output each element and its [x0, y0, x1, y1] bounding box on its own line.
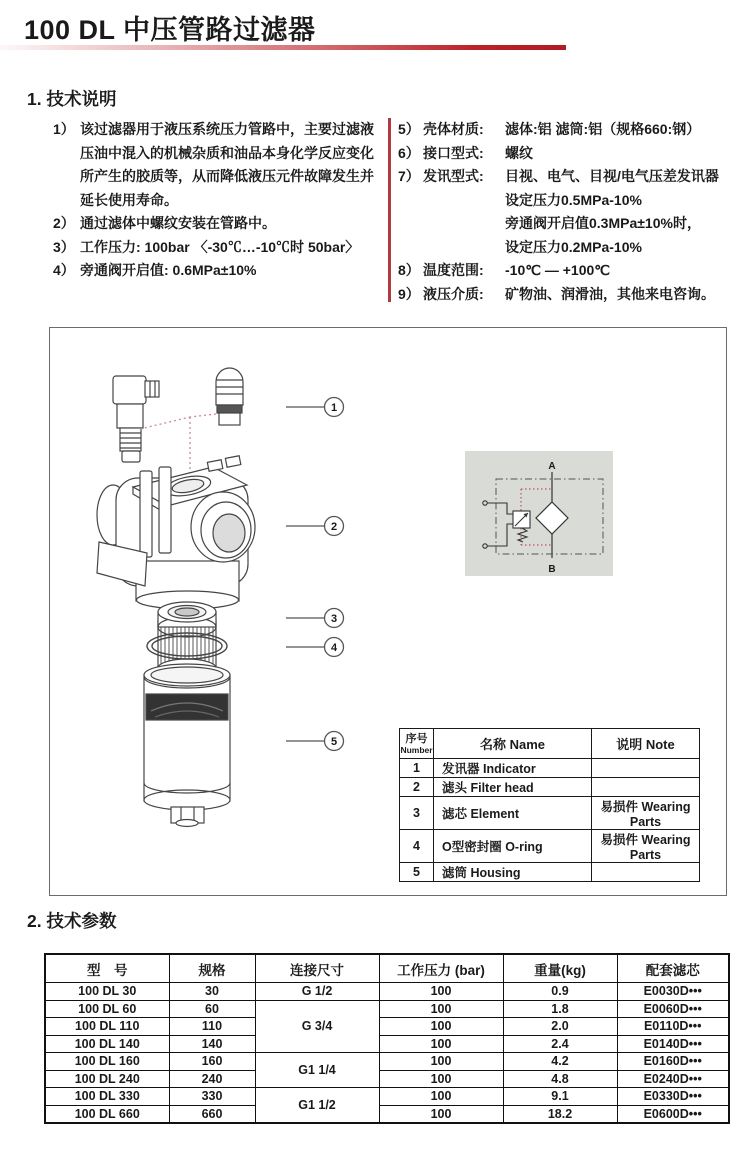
note-item-8	[398, 259, 742, 283]
note-item-5	[398, 118, 742, 142]
callout-4	[286, 638, 344, 657]
item-label: 接口型式:	[423, 144, 484, 161]
note-item-4	[53, 259, 389, 283]
part-name: 发讯器 Indicator	[434, 759, 592, 778]
cell-model: 100 DL 110	[45, 1018, 169, 1036]
title-underline-rule	[0, 45, 566, 50]
item-number: 1）	[53, 121, 75, 137]
cell-element: E0600D•••	[617, 1105, 729, 1123]
item-number: 5）	[398, 121, 420, 137]
housing-drawing	[144, 664, 230, 827]
callout-3	[286, 609, 344, 628]
item-number: 3）	[53, 238, 75, 255]
cell-pressure: 100	[379, 1035, 503, 1053]
table-row	[45, 1088, 729, 1106]
cell-pressure: 100	[379, 983, 503, 1001]
parts-header-number	[400, 729, 434, 759]
part-name: O型密封圈 O-ring	[434, 830, 592, 863]
item-label: 发讯型式:	[423, 168, 484, 184]
note-line: 延长使用寿命。	[80, 191, 178, 208]
part-note	[592, 863, 700, 882]
note-line: 通过滤体中螺纹安装在管路中。	[80, 215, 276, 231]
item-number: 4）	[53, 262, 75, 278]
cell-model: 100 DL 160	[45, 1053, 169, 1071]
note-line: 旁通阀开启值: 0.6MPa±10%	[80, 262, 257, 278]
note-line: 该过滤器用于液压系统压力管路中，主要过滤液	[80, 121, 374, 137]
callout-1	[286, 398, 344, 417]
item-value: -10℃ — +100℃	[505, 262, 610, 278]
part-note	[592, 759, 700, 778]
item-number: 8）	[398, 262, 420, 278]
part-no: 2	[400, 778, 434, 797]
cell-weight: 0.9	[503, 983, 617, 1001]
port-a-label: A	[548, 461, 556, 472]
table-row	[45, 1070, 729, 1088]
note-item-7-continuation: 设定压力0.5MPa-10%	[505, 191, 642, 208]
cell-element: E0330D•••	[617, 1088, 729, 1106]
callout-2	[286, 517, 344, 536]
tech-notes-right-column	[398, 118, 742, 306]
cell-spec: 60	[169, 1000, 255, 1018]
note-item-6	[398, 142, 742, 166]
cell-model: 100 DL 330	[45, 1088, 169, 1106]
diagram-panel	[49, 327, 727, 896]
cell-weight: 4.2	[503, 1053, 617, 1071]
parts-table-row	[400, 759, 700, 778]
callout-5	[286, 732, 344, 751]
callout-2-number: 2	[330, 521, 338, 533]
table-row	[45, 1000, 729, 1018]
note-item-9	[398, 283, 742, 307]
callout-5-number: 5	[330, 736, 338, 748]
indicator-visual-drawing	[216, 368, 243, 425]
note-item-7-continuation: 旁通阀开启值0.3MPa±10%时，	[505, 215, 701, 231]
callout-1-number: 1	[330, 402, 338, 414]
item-label: 温度范围:	[423, 262, 484, 278]
schematic-background	[465, 451, 613, 576]
cell-spec: 30	[169, 983, 255, 1001]
part-name: 滤芯 Element	[434, 797, 592, 830]
parameters-table-container	[44, 953, 730, 1124]
note-item-1	[53, 118, 389, 212]
parts-header-name: 名称 Name	[434, 729, 592, 759]
cell-spec: 660	[169, 1105, 255, 1123]
item-value: 螺纹	[505, 144, 533, 161]
cell-spec: 160	[169, 1053, 255, 1071]
item-label: 液压介质:	[423, 285, 484, 302]
header-spec: 规格	[169, 954, 255, 983]
section2-heading: 2. 技术参数	[27, 911, 117, 931]
parameters-header-row	[45, 954, 729, 983]
cell-connection: G 1/2	[255, 983, 379, 1001]
cell-weight: 4.8	[503, 1070, 617, 1088]
cell-connection: G1 1/2	[255, 1088, 379, 1124]
table-row	[45, 1035, 729, 1053]
cell-weight: 9.1	[503, 1088, 617, 1106]
column-divider-rule	[388, 118, 391, 302]
header-pressure: 工作压力 (bar)	[379, 954, 503, 983]
callout-3-number: 3	[330, 613, 338, 625]
note-item-7-continuation: 设定压力0.2MPa-10%	[505, 238, 642, 255]
cell-element: E0240D•••	[617, 1070, 729, 1088]
note-line: 压油中混入的机械杂质和油品本身化学反应变化	[80, 144, 374, 161]
note-item-3	[53, 236, 389, 260]
cell-weight: 18.2	[503, 1105, 617, 1123]
port-b-label: B	[548, 564, 556, 575]
note-item-2	[53, 212, 389, 236]
cell-pressure: 100	[379, 1070, 503, 1088]
parts-header-number-cn: 序号	[405, 732, 428, 745]
indicator-electrical-drawing	[113, 376, 159, 462]
header-element: 配套滤芯	[617, 954, 729, 983]
cell-element: E0160D•••	[617, 1053, 729, 1071]
parts-table-row	[400, 830, 700, 863]
cell-pressure: 100	[379, 1088, 503, 1106]
part-no: 5	[400, 863, 434, 882]
cell-element: E0030D•••	[617, 983, 729, 1001]
cell-element: E0110D•••	[617, 1018, 729, 1036]
header-connection: 连接尺寸	[255, 954, 379, 983]
item-number: 6）	[398, 144, 420, 161]
cell-pressure: 100	[379, 1105, 503, 1123]
cell-spec: 110	[169, 1018, 255, 1036]
cell-spec: 330	[169, 1088, 255, 1106]
item-value: 滤体:铝 滤筒:铝（规格660:钢）	[505, 121, 701, 137]
parts-table	[399, 728, 700, 882]
cell-pressure: 100	[379, 1000, 503, 1018]
parts-table-row	[400, 863, 700, 882]
filter-head-drawing	[97, 456, 255, 609]
cell-weight: 2.0	[503, 1018, 617, 1036]
item-number: 2）	[53, 215, 75, 231]
item-value: 矿物油、润滑油，其他来电咨询。	[505, 285, 715, 302]
part-name: 滤筒 Housing	[434, 863, 592, 882]
part-no: 4	[400, 830, 434, 863]
table-row	[45, 1105, 729, 1123]
item-number: 9）	[398, 285, 420, 302]
note-line: 所产生的胶质等，从而降低液压元件故障发生并	[80, 168, 374, 184]
parameters-table	[44, 953, 730, 1124]
cell-pressure: 100	[379, 1018, 503, 1036]
cell-model: 100 DL 240	[45, 1070, 169, 1088]
tech-notes-left-column	[53, 118, 389, 283]
hydraulic-schematic	[465, 451, 613, 576]
cell-model: 100 DL 60	[45, 1000, 169, 1018]
parts-header-note: 说明 Note	[592, 729, 700, 759]
table-row	[45, 983, 729, 1001]
item-label: 壳体材质:	[423, 121, 484, 137]
part-note	[592, 778, 700, 797]
cell-connection: G 3/4	[255, 1000, 379, 1053]
table-row	[45, 1018, 729, 1036]
cell-element: E0140D•••	[617, 1035, 729, 1053]
parts-table-container	[399, 728, 700, 882]
section1-heading: 1. 技术说明	[27, 89, 117, 109]
header-model: 型 号	[45, 954, 169, 983]
item-value: 目视、电气、目视/电气压差发讯器	[505, 168, 719, 184]
cell-connection: G1 1/4	[255, 1053, 379, 1088]
parts-table-row	[400, 797, 700, 830]
note-line: 工作压力: 100bar 〈-30℃…-10℃时 50bar〉	[80, 238, 360, 255]
cell-model: 100 DL 140	[45, 1035, 169, 1053]
part-no: 1	[400, 759, 434, 778]
parts-table-header-row	[400, 729, 700, 759]
callout-4-number: 4	[330, 642, 338, 654]
cell-pressure: 100	[379, 1053, 503, 1071]
parts-header-number-en: Number	[400, 744, 433, 755]
part-note: 易损件 Wearing Parts	[592, 830, 700, 863]
cell-weight: 1.8	[503, 1000, 617, 1018]
cell-model: 100 DL 660	[45, 1105, 169, 1123]
cell-spec: 140	[169, 1035, 255, 1053]
header-weight: 重量(kg)	[503, 954, 617, 983]
cell-spec: 240	[169, 1070, 255, 1088]
note-item-7	[398, 165, 742, 189]
cell-model: 100 DL 30	[45, 983, 169, 1001]
part-note: 易损件 Wearing Parts	[592, 797, 700, 830]
cell-element: E0060D•••	[617, 1000, 729, 1018]
item-number: 7）	[398, 168, 420, 184]
parts-table-row	[400, 778, 700, 797]
cell-weight: 2.4	[503, 1035, 617, 1053]
page-title: 100 DL 中压管路过滤器	[24, 15, 316, 45]
part-name: 滤头 Filter head	[434, 778, 592, 797]
table-row	[45, 1053, 729, 1071]
callout-markers	[286, 398, 344, 751]
part-no: 3	[400, 797, 434, 830]
